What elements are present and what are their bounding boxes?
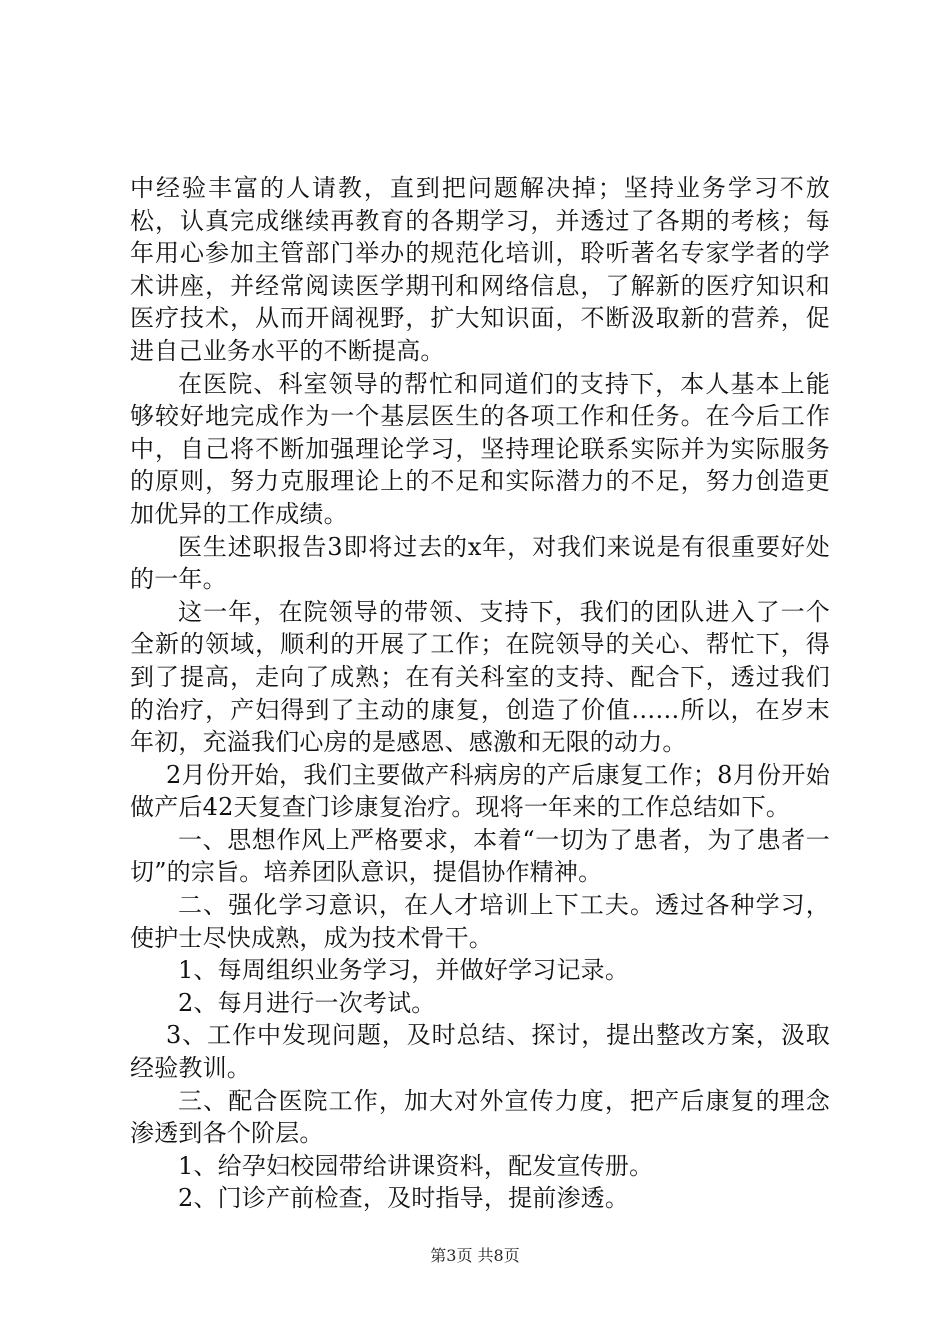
- paragraph-1: 中经验丰富的人请教，直到把问题解决掉；坚持业务学习不放松，认真完成继续再教育的各期学习，并透过了各期的考核；每年用心参加主管部门举办的规范化培训，聆听著名专家学者的学术讲座，并经常阅读医学期刊和网络信息，了解新的医疗知识和医疗技术，从而开阔视野，扩大知识面，不断汲取新的营养，促进自己业务水平的不断提高。: [130, 174, 830, 365]
- page-footer: [0, 1246, 950, 1266]
- page-number-label: 第3页 共8页: [430, 1246, 520, 1265]
- paragraph-9: 2、每月进行一次考试。: [178, 988, 436, 1017]
- paragraph-11: 三、配合医院工作，加大对外宣传力度，把产后康复的理念渗透到各个阶层。: [130, 1086, 830, 1148]
- paragraph-4: 这一年，在院领导的带领、支持下，我们的团队进入了一个全新的领域，顺利的开展了工作；在院领导的关心、帮忙下，得到了提高，走向了成熟；在有关科室的支持、配合下，透过我们的治疗，产妇得到了主动的康复，创造了价值……所以，在岁末年初，充溢我们心房的是感恩、感激和无限的动力。: [130, 597, 830, 757]
- paragraph-13: 2、门诊产前检查，及时指导，提前渗透。: [178, 1184, 630, 1213]
- paragraph-7: 二、强化学习意识，在人才培训上下工夫。透过各种学习，使护士尽快成熟，成为技术骨干。: [130, 891, 830, 952]
- paragraph-2: 在医院、科室领导的帮忙和同道们的支持下，本人基本上能够较好地完成作为一个基层医生的各项工作和任务。在今后工作中，自己将不断加强理论学习，坚持理论联系实际并为实际服务的原则，努力克服理论上的不足和实际潜力的不足，努力创造更加优异的工作成绩。: [130, 369, 830, 528]
- document-body: [130, 172, 830, 1215]
- paragraph-8: 1、每周组织业务学习，并做好学习记录。: [178, 956, 630, 985]
- paragraph-12: 1、给孕妇校园带给讲课资料，配发宣传册。: [178, 1151, 654, 1180]
- paragraph-10: 3、工作中发现问题，及时总结、探讨，提出整改方案，汲取经验教训。: [130, 1021, 830, 1083]
- paragraph-6: 一、思想作风上严格要求，本着“一切为了患者，为了患者一切”的宗旨。培养团队意识，提倡协作精神。: [130, 825, 830, 887]
- paragraph-3: 医生述职报告3即将过去的x年，对我们来说是有很重要好处的一年。: [130, 532, 830, 594]
- paragraph-5: 2月份开始，我们主要做产科病房的产后康复工作；8月份开始做产后42天复查门诊康复治疗。现将一年来的工作总结如下。: [130, 760, 830, 822]
